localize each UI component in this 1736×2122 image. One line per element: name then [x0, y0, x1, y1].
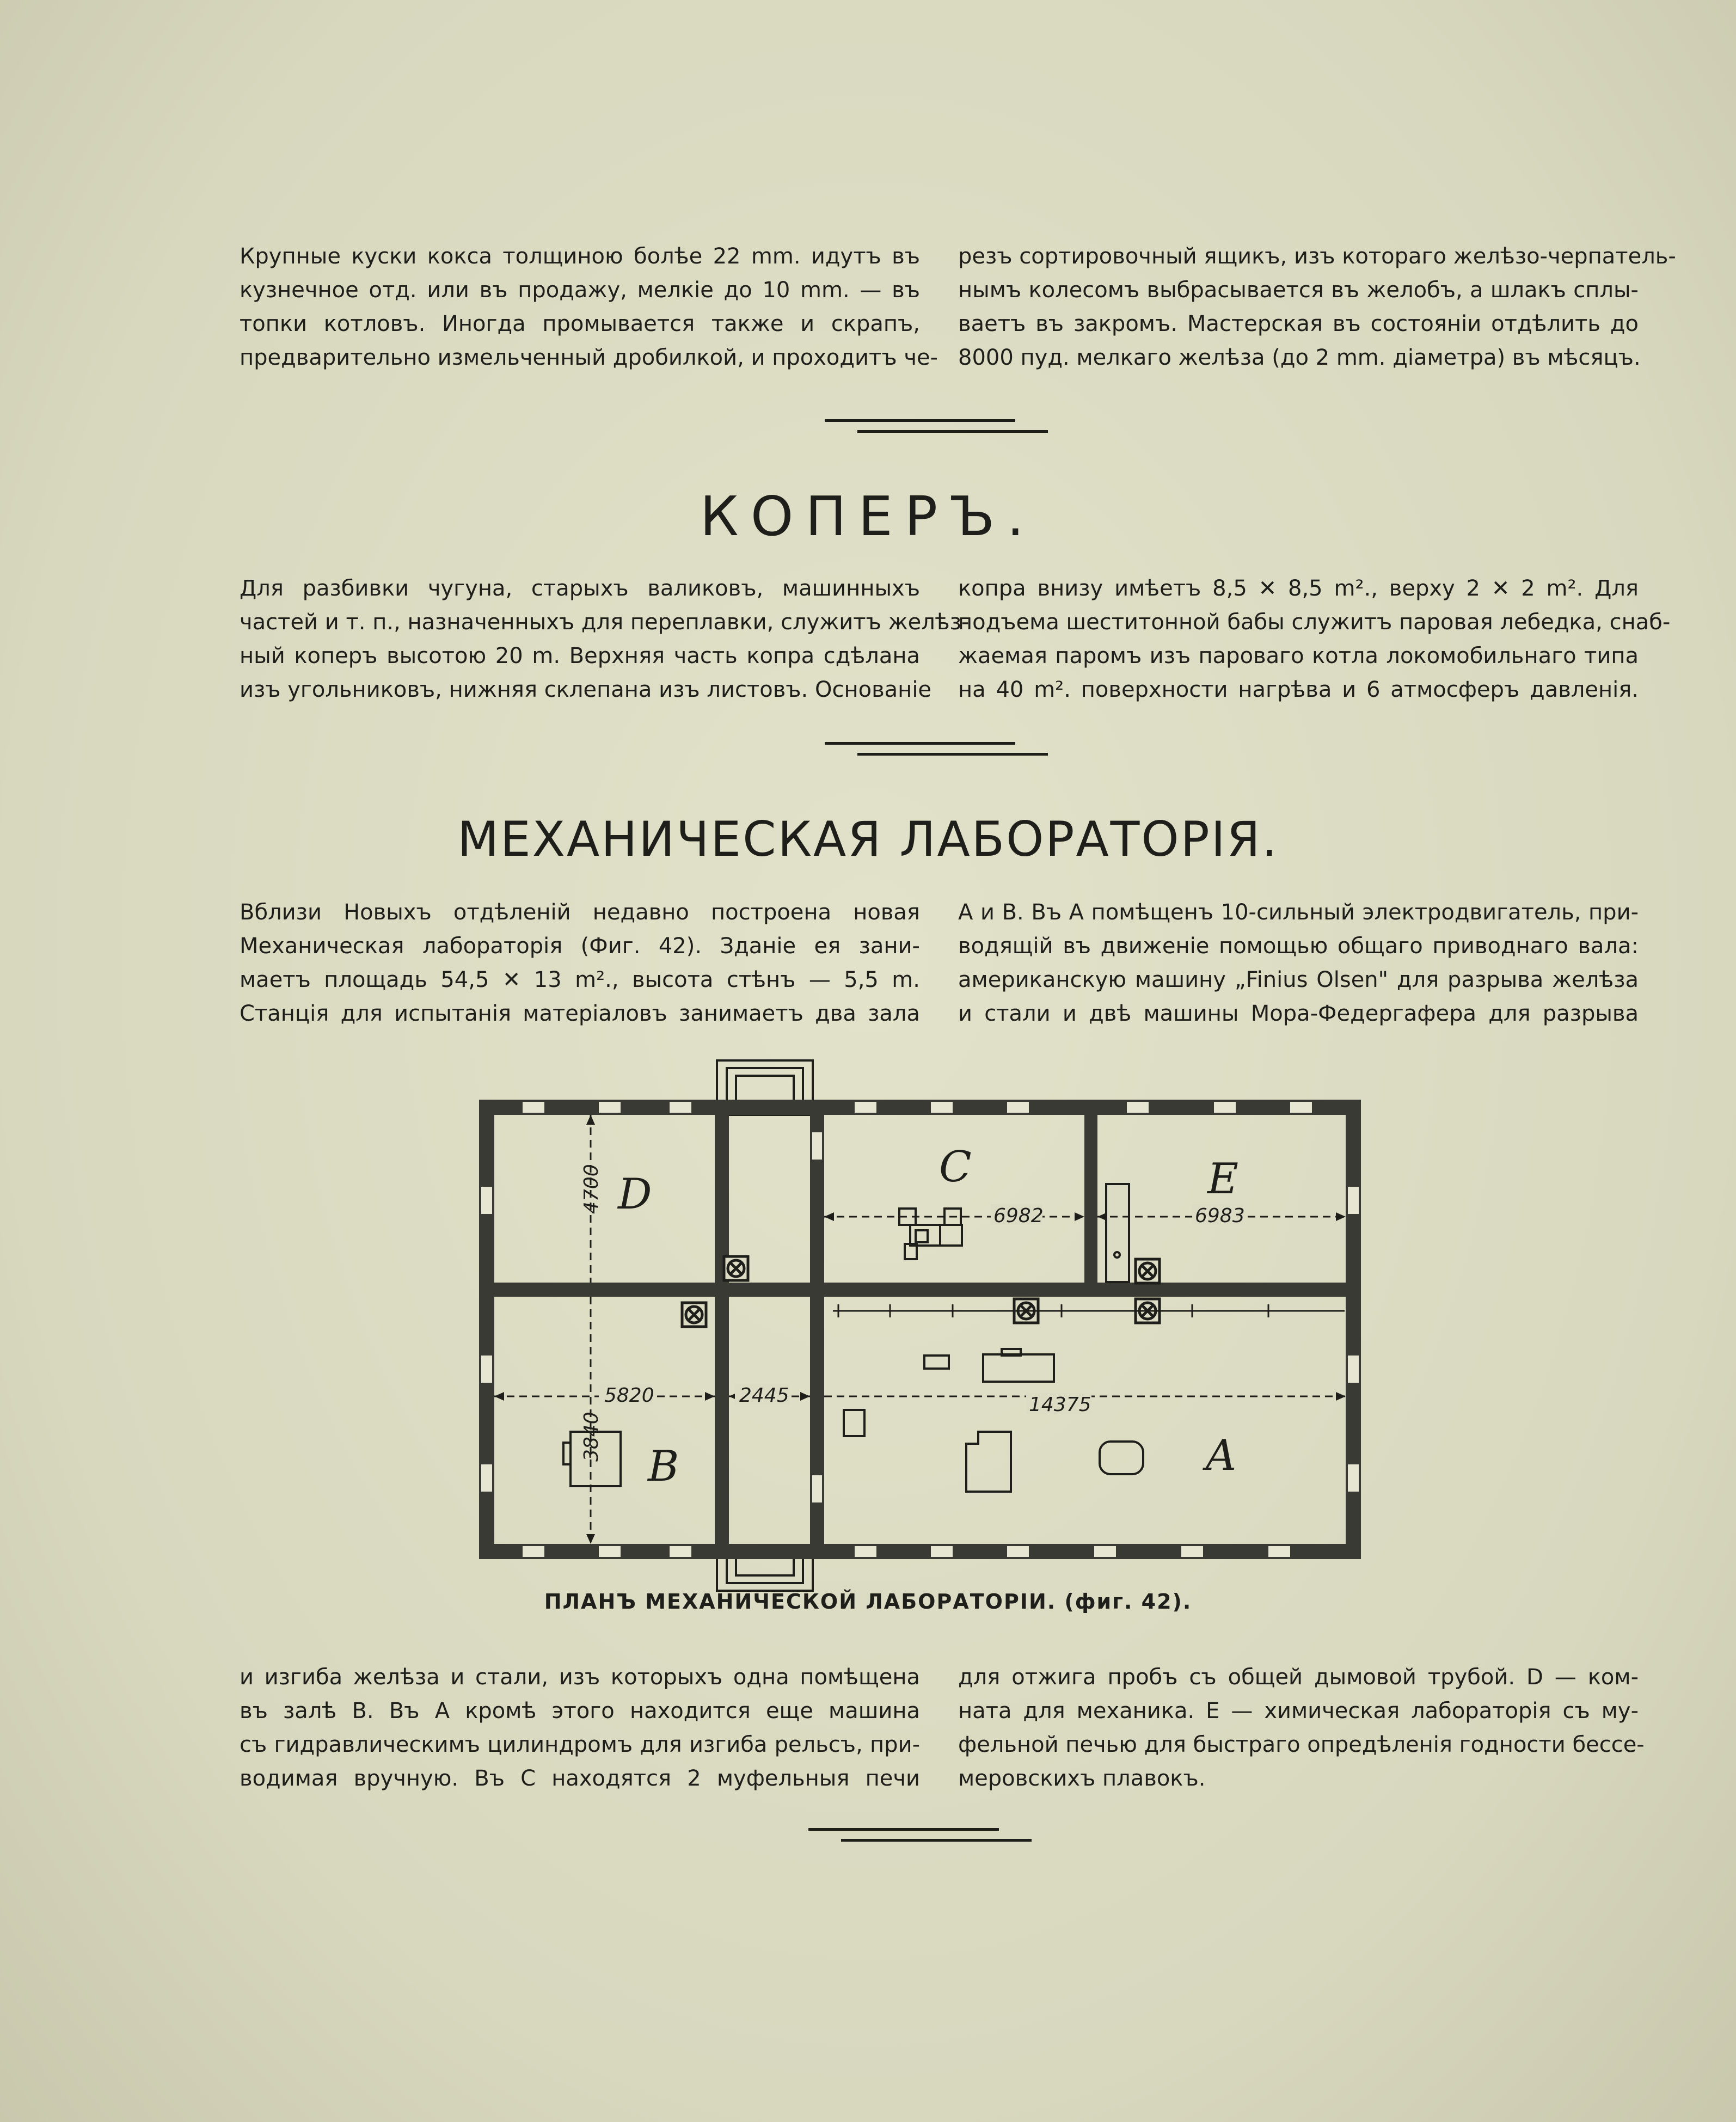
text-line: изъ угольниковъ, нижняя склепана изъ листовъ. Основаніе [240, 677, 932, 702]
section-mech-lab [240, 896, 1639, 1031]
text-line: топки котловъ. Иногда промывается также и скрапъ, [240, 311, 920, 336]
mech-left-column [240, 896, 920, 1031]
text-line: кузнечное отд. или въ продажу, мелкіе до 10 mm. — въ [240, 278, 920, 303]
separator-rule [857, 753, 1048, 756]
room-label-e: E [1207, 1155, 1238, 1204]
text-line: предварительно измельченный дробилкой, и проходитъ че- [240, 345, 938, 370]
text-line: Для разбивки чугуна, старыхъ валиковъ, машинныхъ [240, 576, 920, 601]
dim-2445-label: 2445 [739, 1384, 789, 1407]
room-label-b: B [648, 1442, 679, 1491]
section-continuation [240, 1660, 1645, 1795]
text-line: 8000 пуд. мелкаго желѣза (до 2 mm. діаметра) въ мѣсяцъ. [958, 345, 1641, 370]
text-line: жаемая паромъ изъ пароваго котла локомобильнаго типа [958, 643, 1639, 669]
cont-right-column [958, 1660, 1645, 1795]
rail-line [833, 1304, 1345, 1317]
dim-4700-label: 4700 [580, 1164, 603, 1214]
room-label-a: A [1206, 1431, 1237, 1480]
separator-rule [841, 1839, 1032, 1842]
text-line: на 40 m². поверхности нагрѣва и 6 атмосферъ давленія. [958, 677, 1639, 702]
furnace-flue [1106, 1184, 1129, 1282]
text-line: водимая вручную. Въ С находятся 2 муфельныя печи [240, 1766, 920, 1791]
cont-left-column [240, 1660, 920, 1795]
koper-heading: КОПЕРЪ. [700, 484, 1036, 548]
text-line: Станція для испытанія матеріаловъ занимаетъ два зала [240, 1001, 920, 1026]
text-line: частей и т. п., назначенныхъ для переплавки, служитъ желѣз- [240, 610, 970, 635]
room-label-c: C [939, 1143, 972, 1192]
text-line: американскую машину „Finius Olsen" для разрыва желѣза [958, 967, 1639, 992]
text-line: ната для механика. Е — химическая лабораторія съ му- [958, 1698, 1639, 1724]
text-line: ный коперъ высотою 20 m. Верхняя часть копра сдѣлана [240, 643, 920, 669]
section-intro [240, 240, 1676, 375]
intro-right-column [958, 240, 1676, 375]
text-line: фельной печью для быстраго опредѣленія годности бессе- [958, 1732, 1645, 1757]
text-line: и стали и двѣ машины Мора-Федергафера для разрыва [958, 1001, 1639, 1026]
room-label-d: D [618, 1170, 652, 1219]
text-line: ваетъ въ закромъ. Мастерская въ состояніи отдѣлить до [958, 311, 1639, 336]
text-line: подъема шеститонной бабы служитъ паровая лебедка, снаб- [958, 610, 1671, 635]
separator-rule [825, 742, 1015, 745]
text-line: съ гидравлическимъ цилиндромъ для изгиба рельсъ, при- [240, 1732, 920, 1757]
text-line: въ залѣ В. Въ А кромѣ этого находится еще машина [240, 1698, 920, 1724]
floor-plan [452, 1051, 1388, 1595]
dim-3840-label: 3840 [580, 1412, 603, 1462]
text-line: меровскихъ плавокъ. [958, 1766, 1206, 1791]
text-line: маетъ площадь 54,5 ✕ 13 m²., высота стѣнъ — 5,5 m. [240, 967, 920, 992]
text-line: резъ сортировочный ящикъ, изъ котораго желѣзо-черпатель- [958, 244, 1676, 269]
dim-6983-label: 6983 [1195, 1205, 1245, 1227]
text-line: А и В. Въ А помѣщенъ 10-сильный электродвигатель, при- [958, 900, 1639, 925]
text-line: Крупные куски кокса толщиною болѣе 22 mm. идутъ въ [240, 244, 920, 269]
text-line: для отжига пробъ съ общей дымовой трубой. D — ком- [958, 1665, 1639, 1690]
text-line: нымъ колесомъ выбрасывается въ желобъ, а шлакъ сплы- [958, 278, 1639, 303]
separator-rule [825, 419, 1015, 422]
separator-rule [808, 1828, 999, 1831]
koper-right-column [958, 572, 1671, 707]
dim-6982-label: 6982 [993, 1205, 1044, 1227]
text-line: копра внизу имѣетъ 8,5 ✕ 8,5 m²., верху 2 ✕ 2 m². Для [958, 576, 1639, 601]
figure-caption: ПЛАНЪ МЕХАНИЧЕСКОЙ ЛАБОРАТОРІИ. (фиг. 42). [544, 1590, 1192, 1614]
koper-left-column [240, 572, 970, 707]
dim-5820-label: 5820 [604, 1384, 654, 1407]
text-line: Вблизи Новыхъ отдѣленій недавно построена новая [240, 900, 920, 925]
mech-lab-heading: МЕХАНИЧЕСКАЯ ЛАБОРАТОРІЯ. [457, 811, 1279, 867]
text-line: и изгиба желѣза и стали, изъ которыхъ одна помѣщена [240, 1665, 920, 1690]
intro-left-column [240, 240, 938, 375]
south-porch [717, 1558, 813, 1591]
separator-rule [857, 430, 1048, 433]
mech-right-column [958, 896, 1639, 1031]
text-line: водящій въ движеніе помощью общаго приводнаго вала: [958, 934, 1639, 959]
dim-14375-label: 14375 [1029, 1394, 1091, 1416]
section-koper [240, 572, 1671, 707]
text-line: Механическая лабораторія (Фиг. 42). Зданіе ея зани- [240, 934, 920, 959]
